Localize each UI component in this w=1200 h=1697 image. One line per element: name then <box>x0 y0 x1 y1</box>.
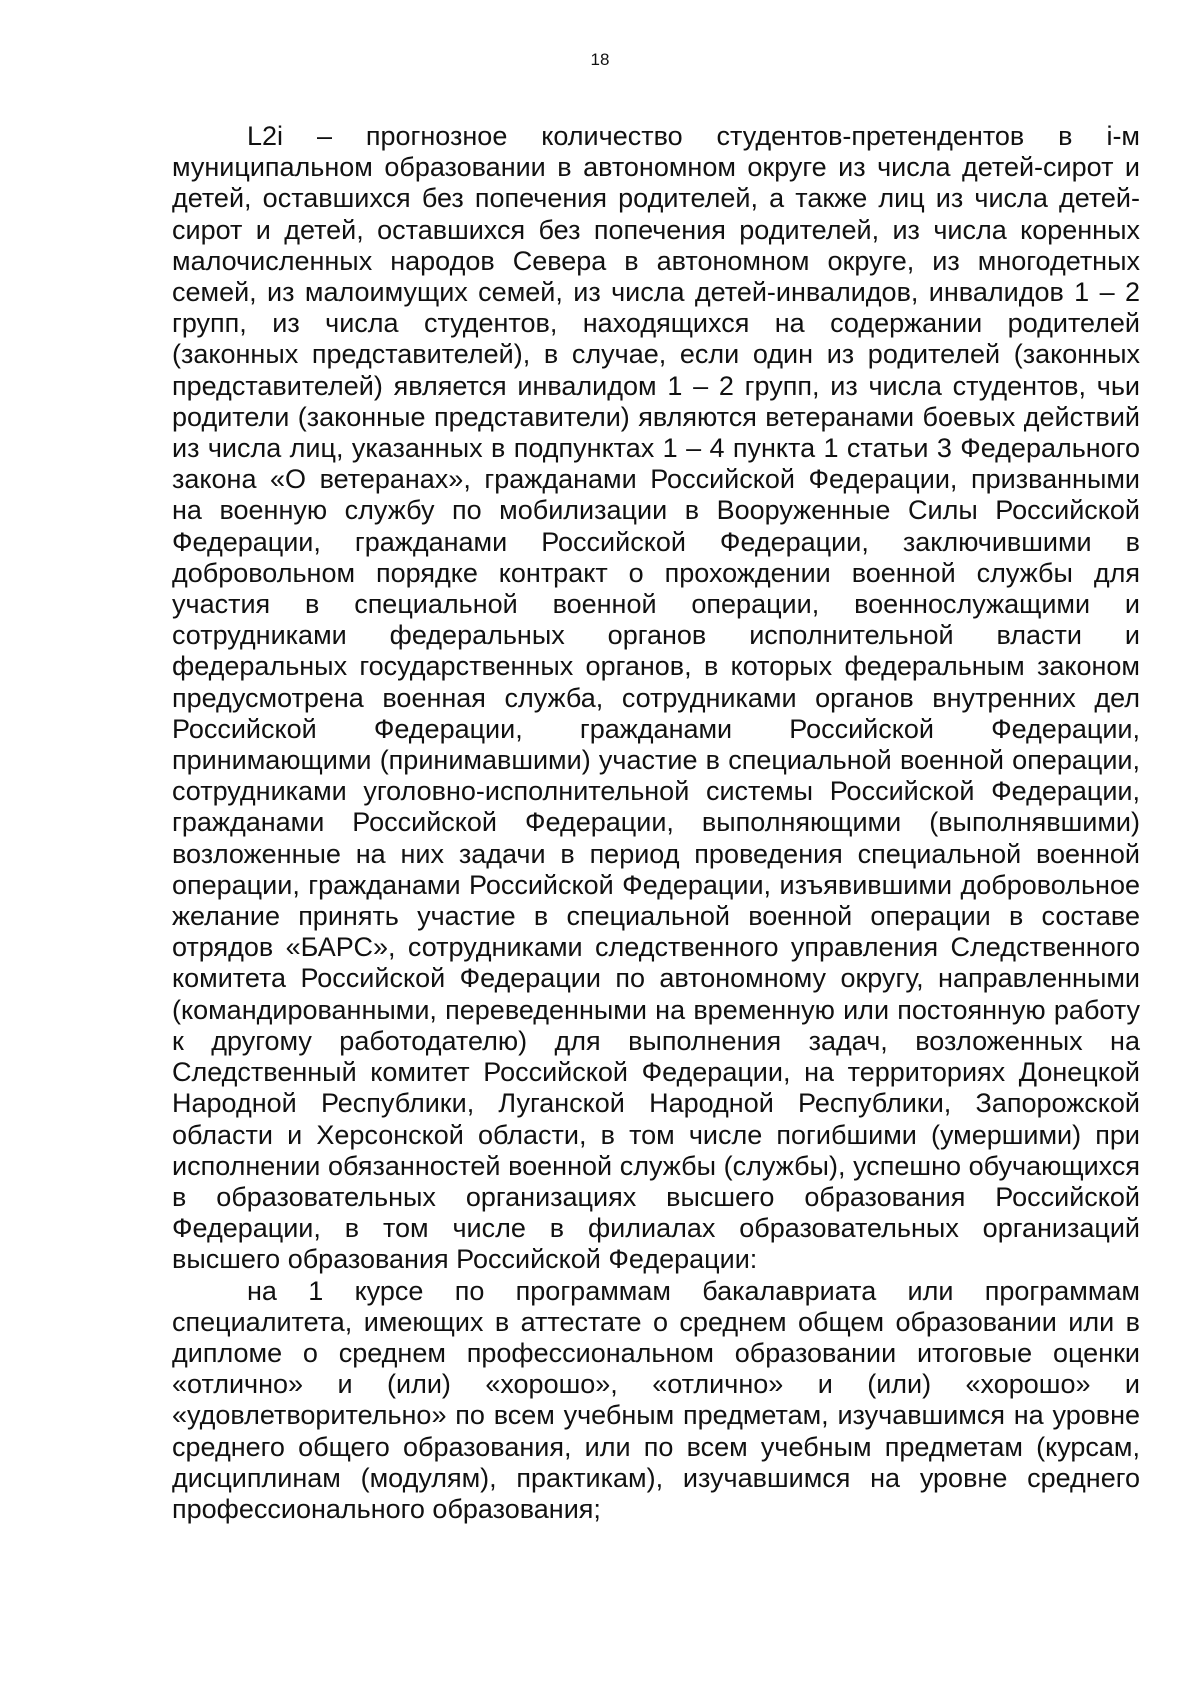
document-body <box>172 121 1140 1525</box>
paragraph-definition-l2i: L2i – прогнозное количество студентов-претендентов в i-м муниципальном образовании в автономном округе из числа детей-сирот и детей, оставшихся без попечения родителей, а также лиц из числа детей-сирот и детей, оставшихся без попечения родителей, из числа коренных малочисленных народов Севера в автономном округе, из многодетных семей, из малоимущих семей, из числа детей-инвалидов, инвалидов 1 – 2 групп, из числа студентов, находящихся на содержании родителей (законных представителей), в случае, если один из родителей (законных представителей) является инвалидом 1 – 2 групп, из числа студентов, чьи родители (законные представители) являются ветеранами боевых действий из числа лиц, указанных в подпунктах 1 – 4 пункта 1 статьи 3 Федерального закона «О ветеранах», гражданами Российской Федерации, призванными на военную службу по мобилизации в Вооруженные Силы Российской Федерации, гражданами Российской Федерации, заключившими в добровольном порядке контракт о прохождении военной службы для участия в специальной военной операции, военнослужащими и сотрудниками федеральных органов исполнительной власти и федеральных государственных органов, в которых федеральным законом предусмотрена военная служба, сотрудниками органов внутренних дел Российской Федерации, гражданами Российской Федерации, принимающими (принимавшими) участие в специальной военной операции, сотрудниками уголовно-исполнительной системы Российской Федерации, гражданами Российской Федерации, выполняющими (выполнявшими) возложенные на них задачи в период проведения специальной военной операции, гражданами Российской Федерации, изъявившими добровольное желание принять участие в специальной военной операции в составе отрядов «БАРС», сотрудниками следственного управления Следственного комитета Российской Федерации по автономному округу, направленными (командированными, переведенными на временную или постоянную работу к другому работодателю) для выполнения задач, возложенных на Следственный комитет Российской Федерации, на территориях Донецкой Народной Республики, Луганской Народной Республики, Запорожской области и Херсонской области, в том числе погибшими (умершими) при исполнении обязанностей военной службы (службы), успешно обучающихся в образовательных организациях высшего образования Российской Федерации, в том числе в филиалах образовательных организаций высшего образования Российской Федерации: <box>172 121 1140 1275</box>
page-number: 18 <box>590 50 610 69</box>
paragraph-first-course: на 1 курсе по программам бакалавриата или программам специалитета, имеющих в аттестате о среднем общем образовании или в дипломе о среднем профессиональном образовании итоговые оценки «отлично» и (или) «хорошо», «отлично» и (или) «хорошо» и «удовлетворительно» по всем учебным предметам, изучавшимся на уровне среднего общего образования, или по всем учебным предметам (курсам, дисциплинам (модулям), практикам), изучавшимся на уровне среднего профессионального образования; <box>172 1275 1140 1524</box>
